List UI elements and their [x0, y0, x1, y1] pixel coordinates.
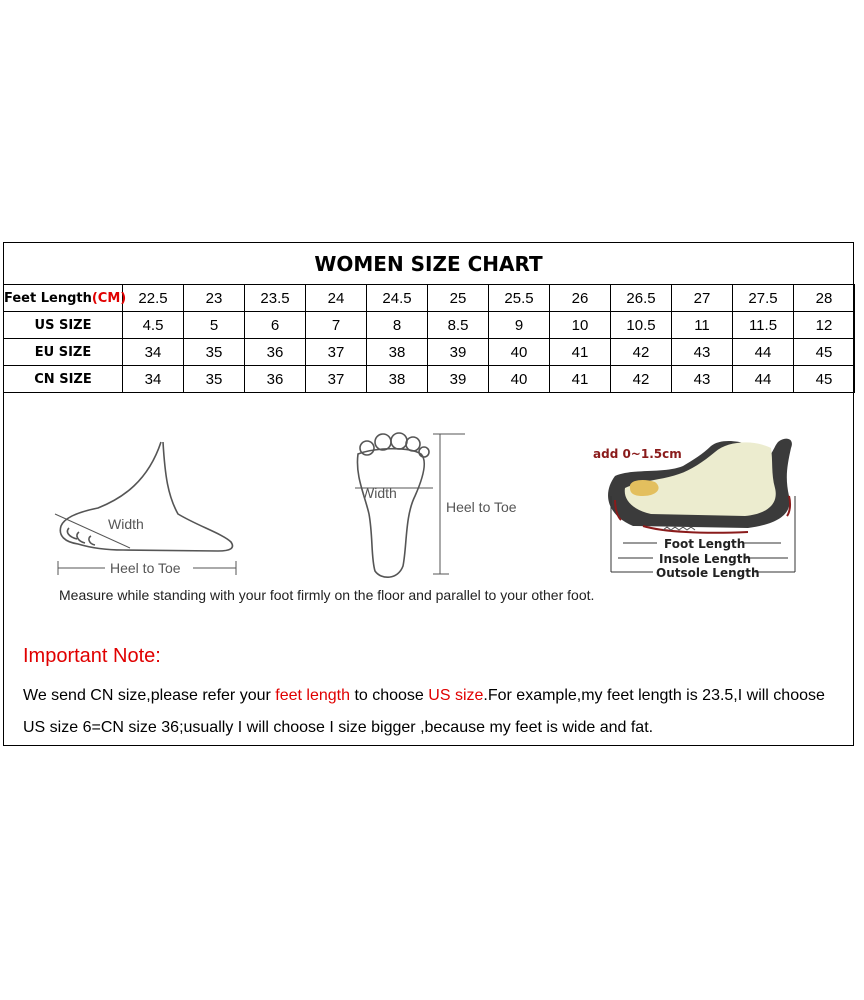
size-cell: 11 — [672, 312, 733, 339]
size-cell: 41 — [550, 339, 611, 366]
size-cell: 42 — [611, 366, 672, 393]
size-cell: 44 — [733, 339, 794, 366]
size-cell: 7 — [306, 312, 367, 339]
size-cell: 10.5 — [611, 312, 672, 339]
size-cell: 5 — [184, 312, 245, 339]
size-cell: 37 — [306, 366, 367, 393]
size-cell: 38 — [367, 366, 428, 393]
size-cell: 8 — [367, 312, 428, 339]
size-cell: 6 — [245, 312, 306, 339]
size-cell: 27 — [672, 285, 733, 312]
size-cell: 42 — [611, 339, 672, 366]
size-row-label — [4, 312, 123, 339]
size-cell: 36 — [245, 366, 306, 393]
side-foot-illustration — [60, 442, 232, 551]
size-row — [4, 339, 855, 366]
size-cell: 28 — [794, 285, 855, 312]
size-cell: 45 — [794, 339, 855, 366]
size-cell: 11.5 — [733, 312, 794, 339]
size-cell: 12 — [794, 312, 855, 339]
row-label-text: Feet Length — [4, 290, 92, 306]
sole-width-label: Width — [361, 485, 397, 501]
size-cell: 35 — [184, 366, 245, 393]
size-cell: 40 — [489, 366, 550, 393]
size-cell: 26.5 — [611, 285, 672, 312]
shoe-add-label: add 0~1.5cm — [593, 447, 682, 461]
size-cell: 22.5 — [123, 285, 184, 312]
important-note-body — [23, 680, 843, 744]
sole-length-label: Heel to Toe — [446, 499, 517, 515]
size-cell: 9 — [489, 312, 550, 339]
important-note-title: Important Note: — [23, 645, 161, 667]
chart-title: WOMEN SIZE CHART — [314, 252, 543, 276]
note-highlight-feet-length: feet length — [275, 687, 350, 704]
outsole-length-label: Outsole Length — [656, 566, 760, 580]
size-cell: 4.5 — [123, 312, 184, 339]
row-label-unit: (CM) — [91, 290, 127, 306]
note-text-3: .For example,my feet length is 23.5,I will choose US size 6=CN size 36;usually I will choose I size bigger ,because my feet is wide and fat. — [23, 687, 825, 736]
size-cell: 38 — [367, 339, 428, 366]
note-text-1: We send CN size,please refer your — [23, 687, 276, 704]
note-text-2: to choose — [350, 687, 429, 704]
size-cell: 10 — [550, 312, 611, 339]
size-cell: 43 — [672, 366, 733, 393]
size-cell: 40 — [489, 339, 550, 366]
size-cell: 39 — [428, 339, 489, 366]
foot-length-label: Foot Length — [664, 537, 746, 551]
size-cell: 27.5 — [733, 285, 794, 312]
size-cell: 23.5 — [245, 285, 306, 312]
size-cell: 44 — [733, 366, 794, 393]
row-label-text: US SIZE — [34, 317, 92, 333]
size-cell: 25.5 — [489, 285, 550, 312]
insole-length-label: Insole Length — [659, 552, 752, 566]
sole-illustration — [357, 433, 429, 577]
size-row-label — [4, 339, 123, 366]
side-foot-length-label: Heel to Toe — [110, 560, 181, 576]
side-foot-width-label: Width — [108, 516, 144, 532]
size-cell: 26 — [550, 285, 611, 312]
size-cell: 24.5 — [367, 285, 428, 312]
note-highlight-us-size: US size — [428, 687, 484, 704]
size-cell: 8.5 — [428, 312, 489, 339]
size-cell: 39 — [428, 366, 489, 393]
size-cell: 45 — [794, 366, 855, 393]
size-cell: 34 — [123, 339, 184, 366]
size-row-label — [4, 285, 127, 312]
size-cell: 35 — [184, 339, 245, 366]
size-cell: 37 — [306, 339, 367, 366]
size-cell: 25 — [428, 285, 489, 312]
size-cell: 41 — [550, 366, 611, 393]
size-cell: 24 — [306, 285, 367, 312]
size-row — [4, 366, 855, 393]
size-row-label — [4, 366, 123, 393]
measure-instruction: Measure while standing with your foot firmly on the floor and parallel to your other foot. — [59, 587, 595, 603]
row-label-text: CN SIZE — [34, 371, 92, 387]
size-cell: 43 — [672, 339, 733, 366]
size-table — [3, 284, 855, 393]
size-cell: 34 — [123, 366, 184, 393]
size-cell: 23 — [184, 285, 245, 312]
size-row — [4, 312, 855, 339]
size-row — [4, 285, 855, 312]
size-cell: 36 — [245, 339, 306, 366]
row-label-text: EU SIZE — [34, 344, 92, 360]
